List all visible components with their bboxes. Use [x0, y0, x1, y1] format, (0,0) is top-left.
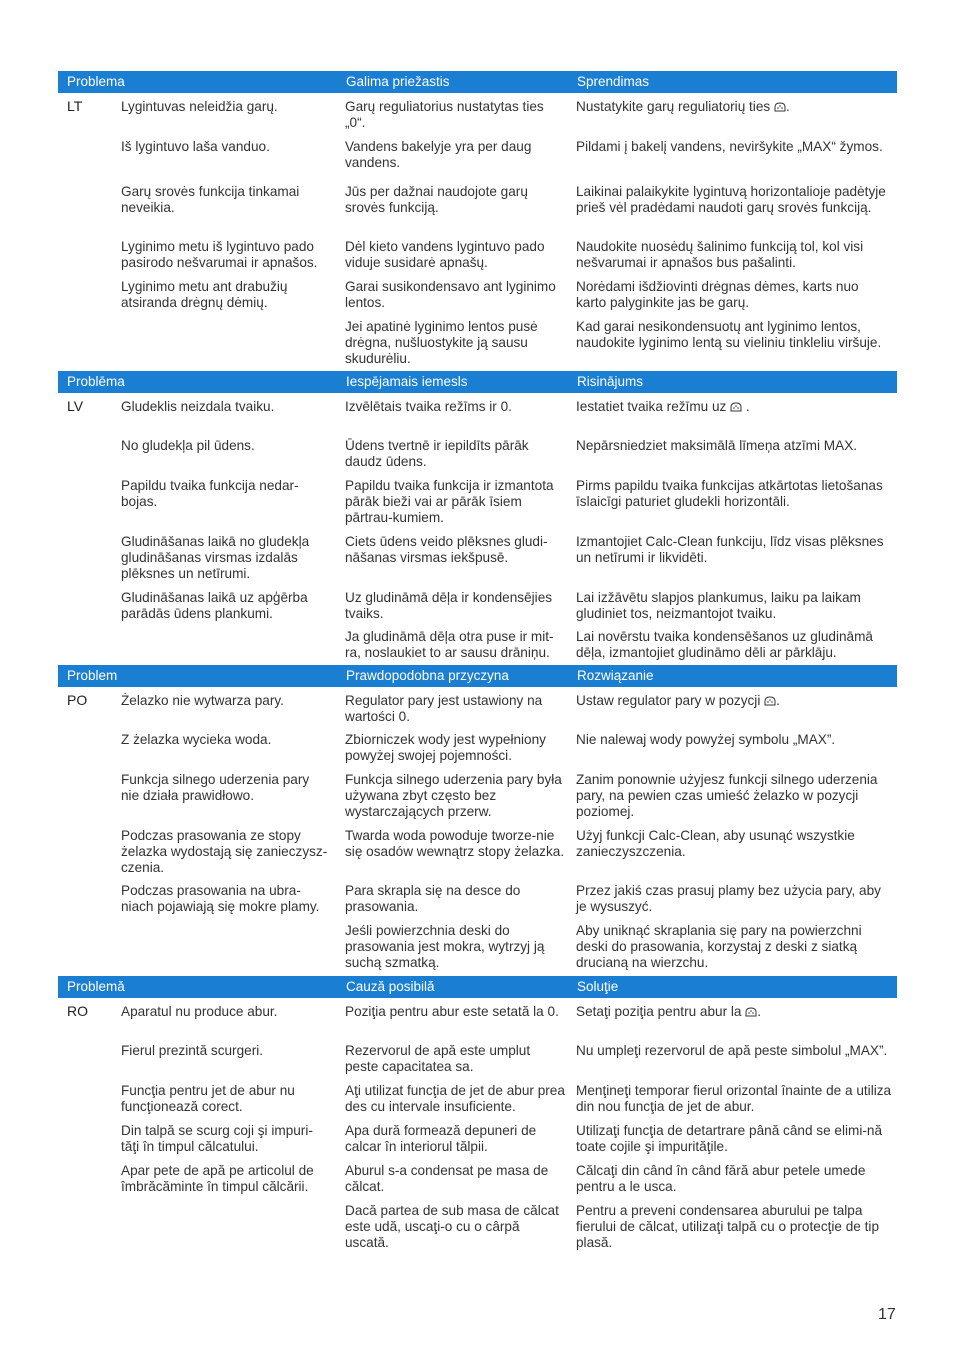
cause-cell: Ūdens tvertnē ir iepildīts pārāk daudz ūdens.: [345, 438, 529, 469]
steam-setting-icon: [764, 695, 776, 706]
problem-cell: Iš lygintuvo laša vanduo.: [121, 139, 270, 154]
problem-cell: Lyginimo metu iš lygintuvo pado pasirodo nešvarumai ir apnašos.: [121, 239, 318, 270]
header-problem: Problema: [67, 74, 125, 89]
solution-suffix: .: [776, 693, 780, 708]
cause-cell: Funkcja silnego uderzenia pary była używana zbyt często bez wystarczających przerw.: [345, 772, 562, 819]
steam-setting-icon: [745, 1006, 757, 1017]
cause-cell: Uz gludināmā dēļa ir kondensējies tvaiks.: [345, 590, 553, 621]
problem-cell: Din talpă se scurg coji şi impuri-tăţi în timpul călcatului.: [121, 1123, 313, 1154]
solution-cell: Lai novērstu tvaika kondensēšanos uz gludināmā dēļa, izmantojiet gludināmo dēli ar pārklāju.: [576, 629, 873, 660]
cause-cell: Izvēlētais tvaika režīms ir 0.: [345, 399, 512, 414]
cause-cell: Garų reguliatorius nustatytas ties „0“.: [345, 99, 544, 130]
solution-cell: Pirms papildu tvaika funkcijas atkārtotas lietošanas īslaicīgi paturiet gludekli horizontāli.: [576, 478, 883, 509]
problem-cell: Gludināšanas laikā uz apģērba parādās ūdens plankumi.: [121, 590, 308, 621]
language-code: PO: [67, 692, 88, 708]
cause-cell: Papildu tvaika funkcija ir izmantota pārāk bieži vai ar pārāk īsiem pārtrau-kumiem.: [345, 478, 554, 525]
solution-text: Ustaw regulator pary w pozycji: [576, 693, 761, 708]
solution-cell: Călcaţi din când în când fără abur petele umede pentru a le usca.: [576, 1163, 866, 1194]
solution-cell: Aby uniknąć skraplania się pary na powierzchni deski do prasowania, korzystaj z deski z siatką drucianą na wierzchu.: [576, 923, 862, 970]
table-header: [58, 976, 897, 998]
solution-suffix: .: [742, 399, 750, 414]
header-cause: Galima priežastis: [346, 74, 450, 89]
solution-cell: Zanim ponownie użyjesz funkcji silnego uderzenia pary, na pewien czas umieść żelazko w pozycji poziomej.: [576, 772, 878, 819]
solution-cell: Kad garai nesikondensuotų ant lyginimo lentos, naudokite lyginimo lentą su vieliniu tinkleliu viršuje.: [576, 319, 882, 350]
header-solution: Rozwiązanie: [577, 668, 654, 683]
header-cause: Iespējamais iemesls: [346, 374, 468, 389]
solution-text: Setaţi poziţia pentru abur la: [576, 1004, 742, 1019]
cause-cell: Ja gludināmā dēļa otra puse ir mit-ra, noslaukiet to ar sausu drāniņu.: [345, 629, 554, 660]
problem-cell: Fierul prezintă scurgeri.: [121, 1043, 264, 1058]
solution-cell: Naudokite nuosėdų šalinimo funkciją tol, kol visi nešvarumai ir apnašos bus pašalinti.: [576, 239, 864, 270]
cause-cell: Zbiorniczek wody jest wypełniony powyżej swojej pojemności.: [345, 732, 546, 763]
solution-cell: Laikinai palaikykite lygintuvą horizontalioje padėtyje prieš vėl pradėdami naudoti garų srovės funkciją.: [576, 184, 886, 215]
problem-cell: Lyginimo metu ant drabužių atsiranda drėgnų dėmių.: [121, 279, 288, 310]
header-solution: Risinājums: [577, 374, 644, 389]
solution-cell: [576, 399, 892, 415]
language-code: RO: [67, 1003, 88, 1019]
section-lv: [58, 371, 897, 665]
header-problem: Problem: [67, 668, 118, 683]
table-header: [58, 71, 897, 93]
problem-cell: Garų srovės funkcija tinkamai neveikia.: [121, 184, 300, 215]
problem-cell: Aparatul nu produce abur.: [121, 1004, 278, 1019]
cause-cell: Poziţia pentru abur este setată la 0.: [345, 1004, 559, 1019]
problem-cell: Gludināšanas laikā no gludekļa gludināšanas virsmas izdalās plēksnes un netīrumi.: [121, 534, 310, 581]
troubleshooting-tables: [58, 71, 897, 1266]
problem-cell: Żelazko nie wytwarza pary.: [121, 693, 284, 708]
cause-cell: Aburul s-a condensat pe masa de călcat.: [345, 1163, 549, 1194]
solution-cell: Pildami į bakelį vandens, neviršykite „MAX“ žymos.: [576, 139, 883, 154]
section-po: [58, 665, 897, 976]
problem-cell: Gludeklis neizdala tvaiku.: [121, 399, 275, 414]
cause-cell: Ciets ūdens veido plēksnes gludi-nāšanas virsmas iekšpusē.: [345, 534, 548, 565]
steam-setting-icon: [730, 401, 742, 412]
header-solution: Soluţie: [577, 979, 619, 994]
cause-cell: Dėl kieto vandens lygintuvo pado viduje susidarė apnašų.: [345, 239, 545, 270]
problem-cell: Apar pete de apă pe articolul de îmbrăcăminte în timpul călcării.: [121, 1163, 314, 1194]
solution-cell: Nie nalewaj wody powyżej symbolu „MAX”.: [576, 732, 836, 747]
header-solution: Sprendimas: [577, 74, 650, 89]
solution-cell: Nepārsniedziet maksimālā līmeņa atzīmi MAX.: [576, 438, 858, 453]
language-code: LT: [67, 98, 83, 114]
problem-cell: Papildu tvaika funkcija nedar-bojas.: [121, 478, 299, 509]
solution-cell: [576, 1004, 892, 1020]
steam-setting-icon: [774, 101, 786, 112]
header-cause: Cauză posibilă: [346, 979, 435, 994]
cause-cell: Vandens bakelyje yra per daug vandens.: [345, 139, 532, 170]
page-number: 17: [878, 1306, 896, 1323]
solution-cell: [576, 693, 892, 709]
header-problem: Problemă: [67, 979, 125, 994]
cause-cell: Jeśli powierzchnia deski do prasowania jest mokra, wytrzyj ją suchą szmatką.: [345, 923, 545, 970]
header-problem: Problēma: [67, 374, 125, 389]
cause-cell: Jūs per dažnai naudojote garų srovės funkciją.: [345, 184, 528, 215]
cause-cell: Regulator pary jest ustawiony na wartości 0.: [345, 693, 543, 724]
table-header: [58, 665, 897, 687]
solution-cell: Lai izžāvētu slapjos plankumus, laiku pa laikam gludiniet tos, neizmantojot tvaiku.: [576, 590, 861, 621]
solution-suffix: .: [785, 99, 790, 114]
header-cause: Prawdopodobna przyczyna: [346, 668, 509, 683]
section-ro: [58, 976, 897, 1266]
solution-cell: Menţineţi temporar fierul orizontal înainte de a utiliza din nou funcţia de jet de abur.: [576, 1083, 892, 1114]
cause-cell: Jei apatinė lyginimo lentos pusė drėgna, nušluostykite ją sausu skudurėliu.: [345, 319, 538, 366]
language-code: LV: [67, 398, 84, 414]
solution-cell: Utilizaţi funcţia de detartrare până când se elimi-nă toate cojile şi impurităţile.: [576, 1123, 883, 1154]
solution-cell: Pentru a preveni condensarea aburului pe talpa fierului de călcat, utilizaţi talpă cu o protecţie de tip plasă.: [576, 1203, 880, 1250]
cause-cell: Para skrapla się na desce do prasowania.: [345, 883, 521, 914]
section-lt: [58, 71, 897, 371]
problem-cell: Podczas prasowania ze stopy żelazka wydostają się zanieczysz-czenia.: [121, 828, 328, 875]
problem-cell: Funcţia pentru jet de abur nu funcţionează corect.: [121, 1083, 295, 1114]
table-header: [58, 371, 897, 393]
problem-cell: Z żelazka wycieka woda.: [121, 732, 272, 747]
solution-cell: [576, 99, 892, 115]
problem-cell: No gludekļa pil ūdens.: [121, 438, 255, 453]
solution-text: Nustatykite garų reguliatorių ties: [576, 99, 771, 114]
cause-cell: Aţi utilizat funcţia de jet de abur prea des cu intervale insuficiente.: [345, 1083, 565, 1114]
problem-cell: Funkcja silnego uderzenia pary nie działa prawidłowo.: [121, 772, 310, 803]
cause-cell: Dacă partea de sub masa de călcat este udă, uscaţi-o cu o cârpă uscată.: [345, 1203, 559, 1250]
solution-cell: Norėdami išdžiovinti drėgnas dėmes, karts nuo karto palyginkite jas be garų.: [576, 279, 859, 310]
solution-cell: Przez jakiś czas prasuj plamy bez użycia pary, aby je wysuszyć.: [576, 883, 881, 914]
cause-cell: Garai susikondensavo ant lyginimo lentos.: [345, 279, 556, 310]
solution-cell: Izmantojiet Calc-Clean funkciju, līdz visas plēksnes un netīrumi ir likvidēti.: [576, 534, 884, 565]
cause-cell: Apa dură formează depuneri de calcar în interiorul tălpii.: [345, 1123, 537, 1154]
solution-cell: Nu umpleţi rezervorul de apă peste simbolul „MAX”.: [576, 1043, 888, 1058]
solution-suffix: .: [757, 1004, 762, 1019]
solution-text: Iestatiet tvaika režīmu uz: [576, 399, 727, 414]
solution-cell: Użyj funkcji Calc-Clean, aby usunąć wszystkie zanieczyszczenia.: [576, 828, 855, 859]
problem-cell: Podczas prasowania na ubra-niach pojawiają się mokre plamy.: [121, 883, 320, 914]
problem-cell: Lygintuvas neleidžia garų.: [121, 99, 278, 114]
cause-cell: Rezervorul de apă este umplut peste capacitatea sa.: [345, 1043, 531, 1074]
cause-cell: Twarda woda powoduje tworze-nie się osadów wewnątrz stopy żelazka.: [345, 828, 565, 859]
